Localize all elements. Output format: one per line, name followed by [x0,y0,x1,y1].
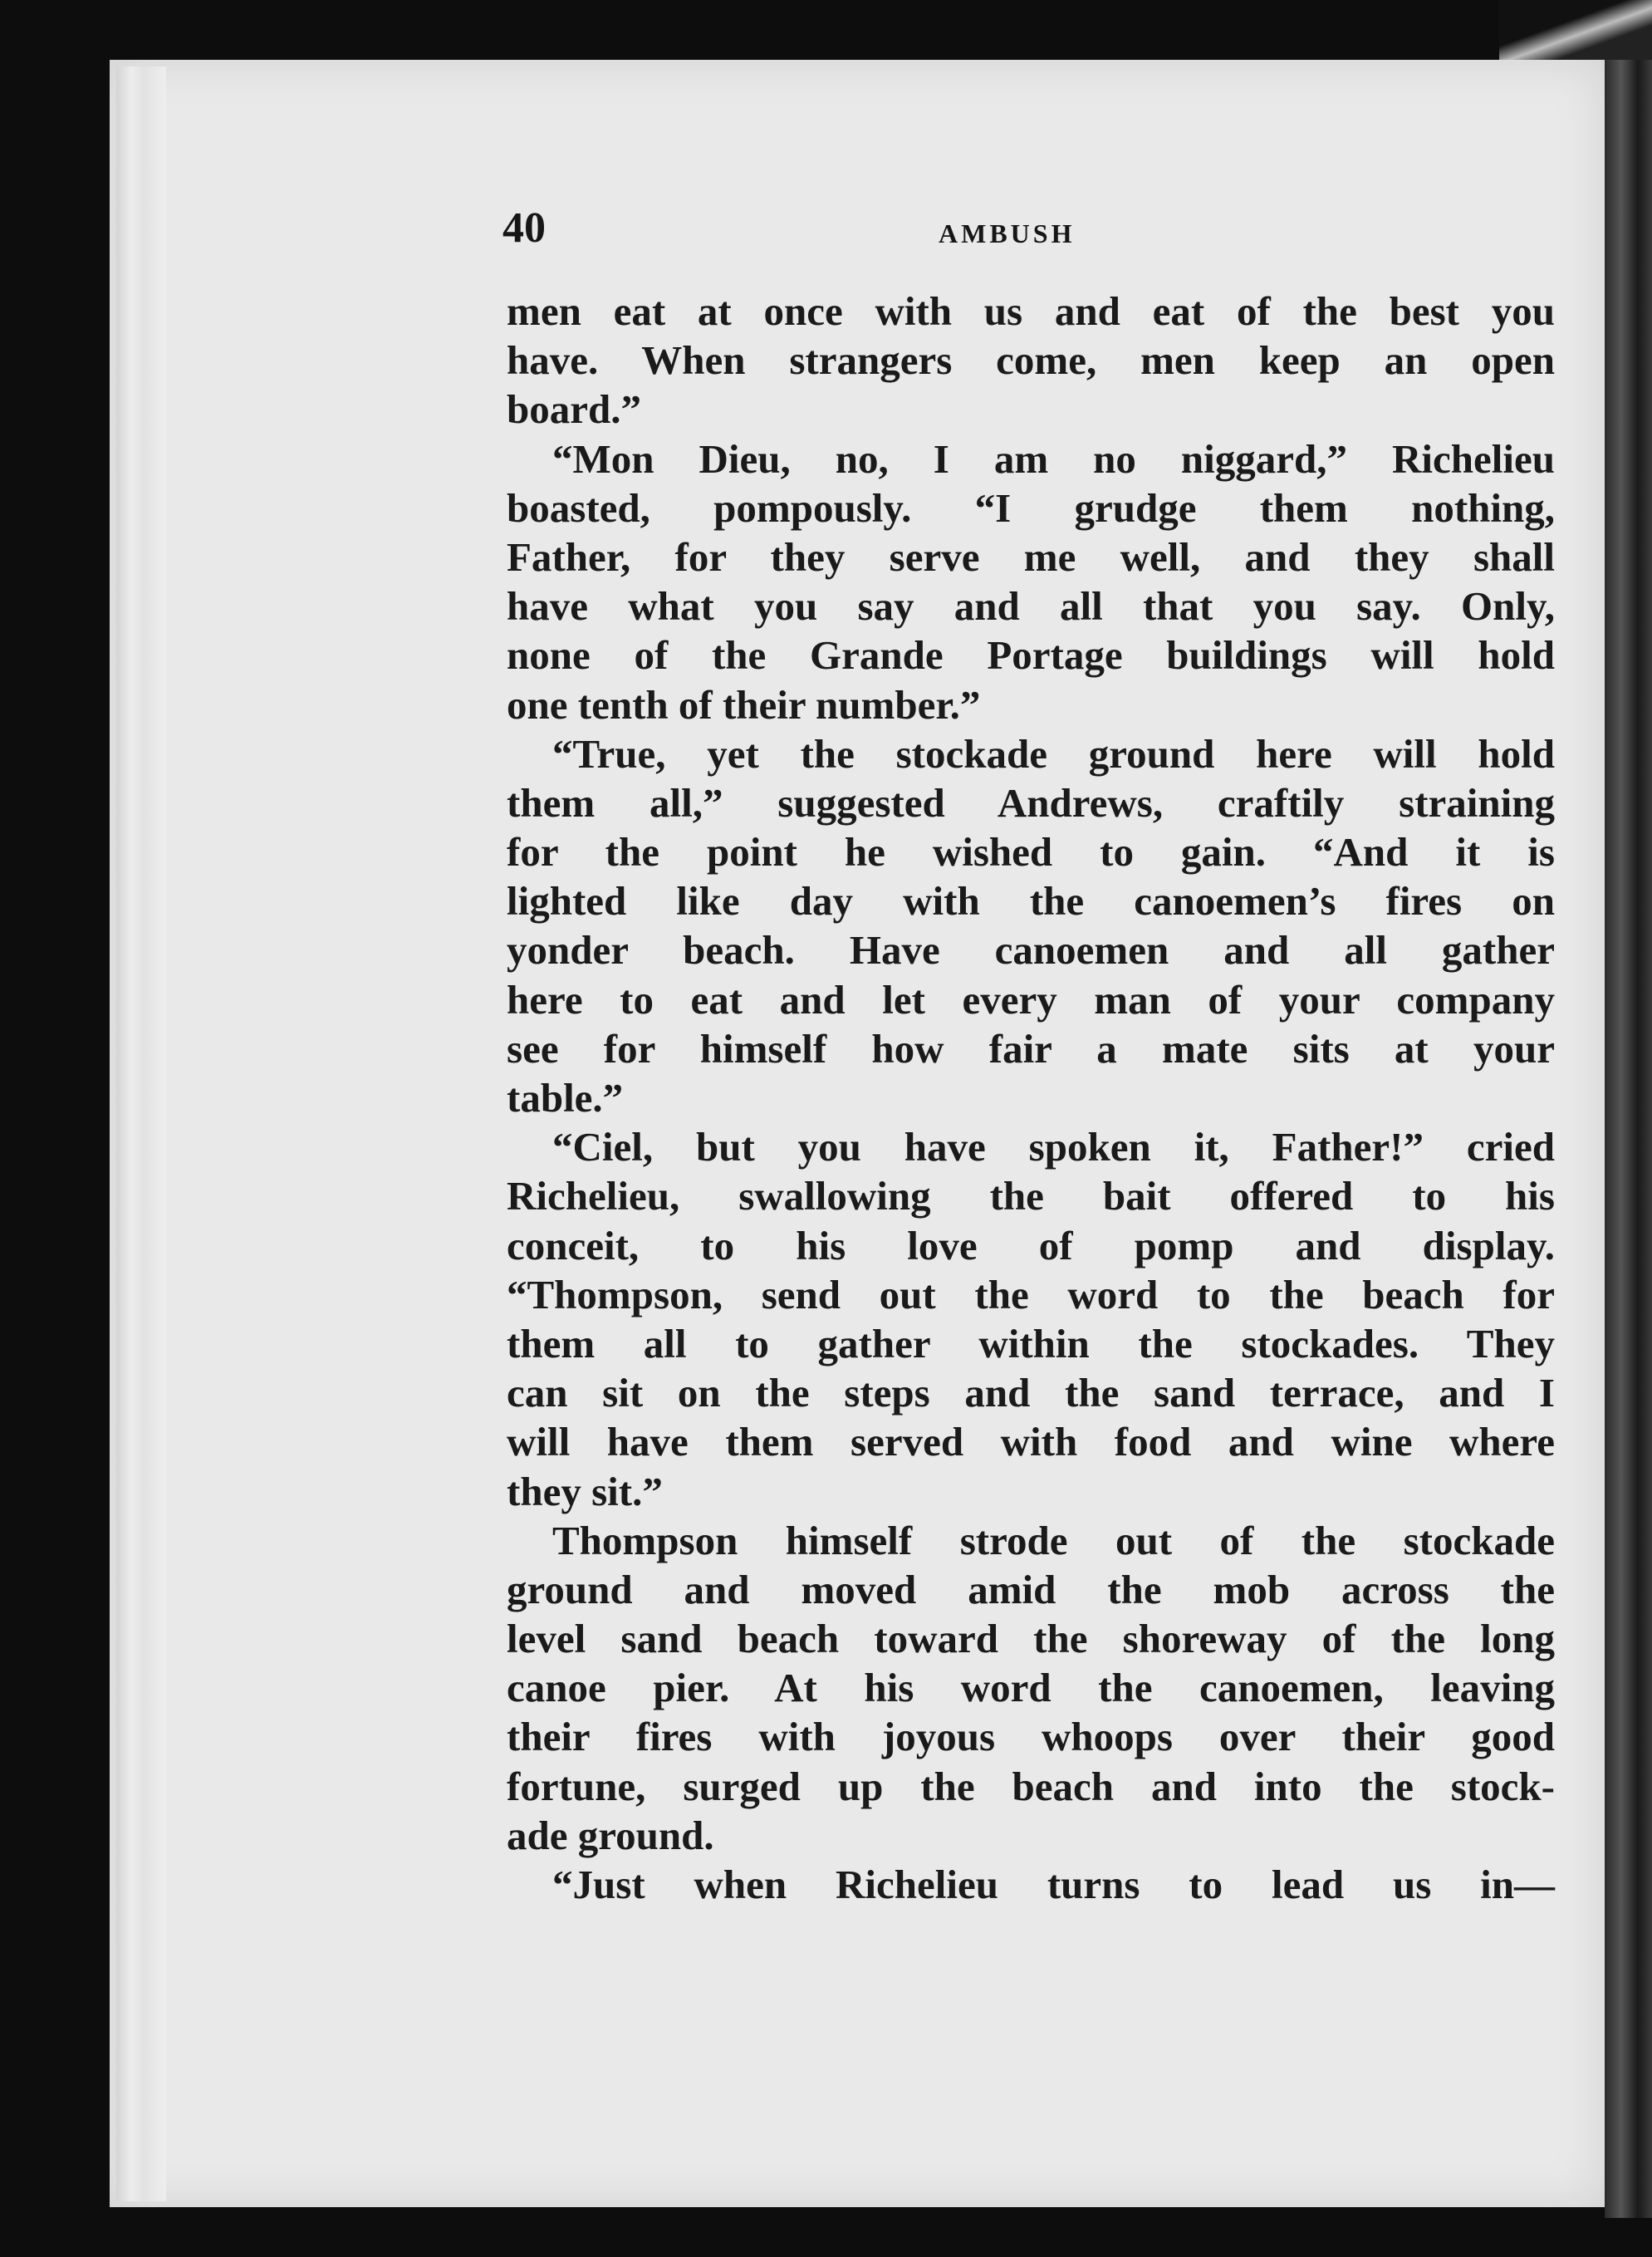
text-line: “Just when Richelieu turns to lead us in— [552,1862,1555,1907]
scan-corner [1499,0,1652,60]
text-line: for the point he wished to gain. “And it is [507,829,1555,876]
text-line: here to eat and let every man of your company [507,976,1555,1023]
text-line: one tenth of their number.” [507,681,981,728]
page-header [502,204,1549,262]
text-line: “Mon Dieu, no, I am no niggard,” Richelieu [552,435,1555,482]
text-line: Father, for they serve me well, and they shall [507,533,1555,580]
text-line: none of the Grande Portage buildings will hold [507,632,1555,679]
text-line: them all,” suggested Andrews, craftily straining [507,779,1555,826]
text-line: ground and moved amid the mob across the [507,1566,1555,1612]
text-line: board.” [507,386,642,433]
text-line: ade ground. [507,1812,714,1858]
text-line: “True, yet the stockade ground here will hold [552,730,1555,777]
text-line: boasted, pompously. “I grudge them nothing, [507,484,1555,531]
text-line: table.” [507,1075,624,1121]
text-line: see for himself how fair a mate sits at your [507,1025,1555,1072]
book-spine-edge [1605,50,1652,2218]
text-line: will have them served with food and wine where [507,1419,1555,1465]
text-line: Richelieu, swallowing the bait offered to his [507,1173,1555,1219]
text-line: fortune, surged up the beach and into the stock- [507,1763,1555,1809]
text-line: Thompson himself strode out of the stockade [552,1517,1555,1563]
page-stack-edge [116,66,166,2201]
text-line: canoe pier. At his word the canoemen, leaving [507,1665,1555,1711]
text-line: their fires with joyous whoops over their good [507,1714,1555,1760]
running-head: AMBUSH [939,218,1076,248]
text-line: men eat at once with us and eat of the best you [507,288,1555,334]
text-line: have. When strangers come, men keep an open [507,337,1555,384]
text-line: have what you say and all that you say. Only, [507,583,1555,630]
text-line: “Ciel, but you have spoken it, Father!” cried [552,1124,1555,1170]
text-line: yonder beach. Have canoemen and all gather [507,927,1555,974]
text-line: can sit on the steps and the sand terrace, and I [507,1370,1555,1416]
text-line: them all to gather within the stockades. They [507,1320,1555,1366]
text-line: “Thompson, send out the word to the beach for [507,1271,1555,1317]
page-number: 40 [502,204,546,252]
text-line: conceit, to his love of pomp and display. [507,1222,1555,1268]
text-line: they sit.” [507,1468,663,1514]
text-line: level sand beach toward the shoreway of the long [507,1616,1555,1662]
body-text [507,287,1555,1909]
text-line: lighted like day with the canoemen’s fires on [507,878,1555,925]
